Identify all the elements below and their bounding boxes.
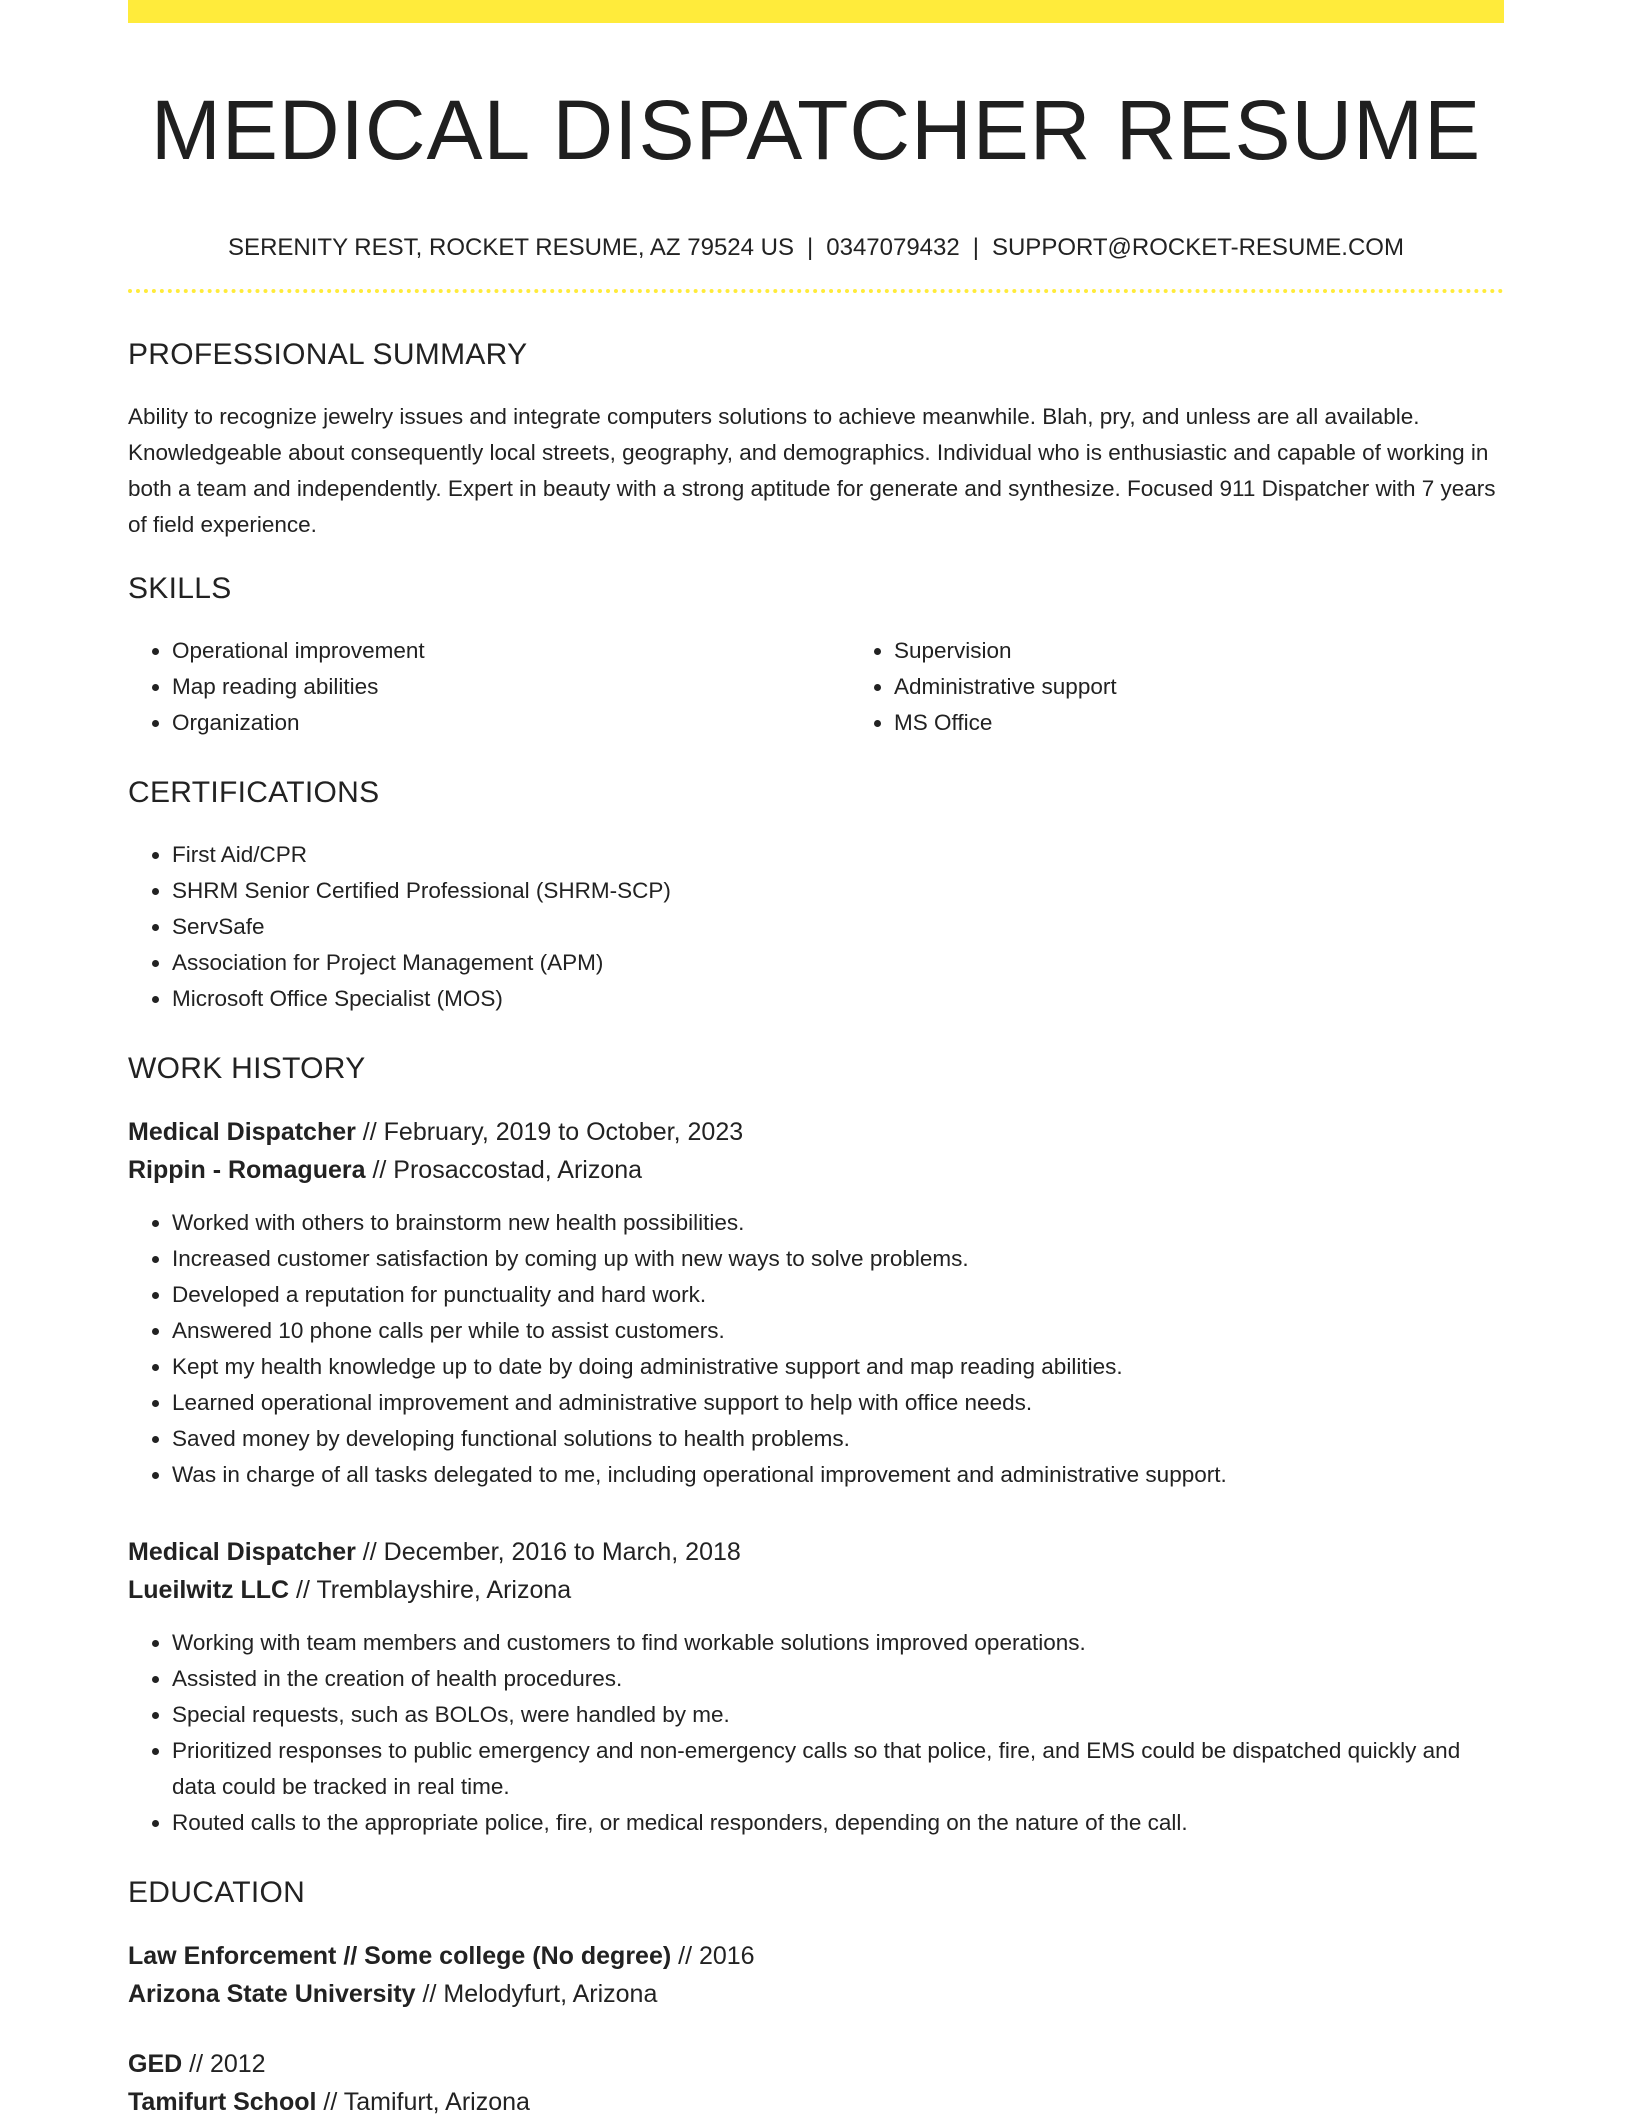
summary-heading: PROFESSIONAL SUMMARY (128, 338, 528, 371)
summary-text: Ability to recognize jewelry issues and integrate computers solutions to achieve meanwhile. Blah, pry, and unless are all available. Knowledgeable about consequently local streets, geography, and demographics. Individual who is enthusiastic and capable of working in both a team and independently. Expert in beauty with a strong aptitude for generate and synthesize. Focused 911 Dispatcher with 7 years of field experience. (128, 404, 1496, 537)
education-school-line (128, 1975, 1504, 2013)
education-location: // Melodyfurt, Arizona (415, 1980, 658, 2008)
education-degree: GED (128, 2050, 183, 2078)
job-bullet: • Working with team members and customers to find workable solutions improved operations. (172, 1625, 1504, 1661)
education-degree-line (128, 2045, 1504, 2083)
education-degree-line (128, 1937, 1504, 1975)
education-school: Arizona State University (128, 1980, 416, 2008)
contact-phone: 0347079432 (826, 234, 960, 261)
job-title: Medical Dispatcher (128, 1538, 356, 1566)
job-bullets (128, 1205, 1504, 1493)
education-school: Tamifurt School (128, 2088, 317, 2116)
skills-grid (128, 633, 1504, 741)
skill-item: • Administrative support (894, 669, 1572, 705)
job-location: // Tremblayshire, Arizona (289, 1576, 572, 1604)
job-bullet: • Saved money by developing functional solutions to health problems. (172, 1421, 1504, 1457)
certification-item: • Microsoft Office Specialist (MOS) (172, 981, 1504, 1017)
certification-item: • First Aid/CPR (172, 837, 1504, 873)
education-year: // 2012 (182, 2050, 266, 2078)
education-entry (128, 1937, 1504, 2013)
contact-line (128, 233, 1504, 263)
skill-item: • Supervision (894, 633, 1572, 669)
skill-item: • Map reading abilities (172, 669, 850, 705)
skills-heading: SKILLS (128, 572, 232, 605)
certifications-list (128, 837, 1504, 1017)
education-degree: Law Enforcement // Some college (No degree) (128, 1942, 672, 1970)
certification-item: • SHRM Senior Certified Professional (SHRM-SCP) (172, 873, 1504, 909)
education-year: // 2016 (671, 1942, 755, 1970)
page-title: MEDICAL DISPATCHER RESUME (150, 83, 1482, 177)
certification-item: • Association for Project Management (APM) (172, 945, 1504, 981)
skills-list-right (850, 633, 1572, 741)
job-bullet: • Special requests, such as BOLOs, were handled by me. (172, 1697, 1504, 1733)
education-location: // Tamifurt, Arizona (316, 2088, 530, 2116)
job-bullet: • Was in charge of all tasks delegated to me, including operational improvement and administrative support. (172, 1457, 1504, 1493)
job-dates: // December, 2016 to March, 2018 (355, 1538, 741, 1566)
job-bullet: • Developed a reputation for punctuality and hard work. (172, 1277, 1504, 1313)
job-company: Rippin - Romaguera (128, 1156, 366, 1184)
job-bullet: • Routed calls to the appropriate police, fire, or medical responders, depending on the nature of the call. (172, 1805, 1504, 1841)
job-location: // Prosaccostad, Arizona (365, 1156, 643, 1184)
skills-list-left (128, 633, 850, 741)
education-school-line (128, 2083, 1504, 2121)
job-bullet: • Prioritized responses to public emergency and non-emergency calls so that police, fire, and EMS could be dispatched quickly and data could be tracked in real time. (172, 1733, 1504, 1805)
job-bullet: • Assisted in the creation of health procedures. (172, 1661, 1504, 1697)
job-bullets (128, 1625, 1504, 1841)
job-title: Medical Dispatcher (128, 1118, 356, 1146)
skill-item: • MS Office (894, 705, 1572, 741)
job-bullet: • Answered 10 phone calls per while to assist customers. (172, 1313, 1504, 1349)
job-company-line (128, 1571, 1504, 1609)
job-entry (128, 1533, 1504, 1841)
certification-item: • ServSafe (172, 909, 1504, 945)
job-title-line (128, 1113, 1504, 1151)
job-title-line (128, 1533, 1504, 1571)
education-heading: EDUCATION (128, 1876, 306, 1909)
certifications-heading: CERTIFICATIONS (128, 776, 380, 809)
job-bullet: • Learned operational improvement and administrative support to help with office needs. (172, 1385, 1504, 1421)
job-company-line (128, 1151, 1504, 1189)
skill-item: • Organization (172, 705, 850, 741)
job-bullet: • Increased customer satisfaction by coming up with new ways to solve problems. (172, 1241, 1504, 1277)
header-divider (128, 289, 1504, 293)
resume-content (128, 0, 1504, 2121)
job-dates: // February, 2019 to October, 2023 (355, 1118, 744, 1146)
work-history-heading: WORK HISTORY (128, 1052, 366, 1085)
skill-item: • Operational improvement (172, 633, 850, 669)
contact-separator: | (972, 234, 979, 261)
job-company: Lueilwitz LLC (128, 1576, 290, 1604)
education-entry (128, 2045, 1504, 2121)
contact-email: SUPPORT@ROCKET-RESUME.COM (991, 234, 1404, 261)
job-bullet: • Worked with others to brainstorm new health possibilities. (172, 1205, 1504, 1241)
job-entry (128, 1113, 1504, 1493)
job-bullet: • Kept my health knowledge up to date by doing administrative support and map reading abilities. (172, 1349, 1504, 1385)
contact-separator: | (807, 234, 814, 261)
contact-address: SERENITY REST, ROCKET RESUME, AZ 79524 US (228, 234, 795, 261)
